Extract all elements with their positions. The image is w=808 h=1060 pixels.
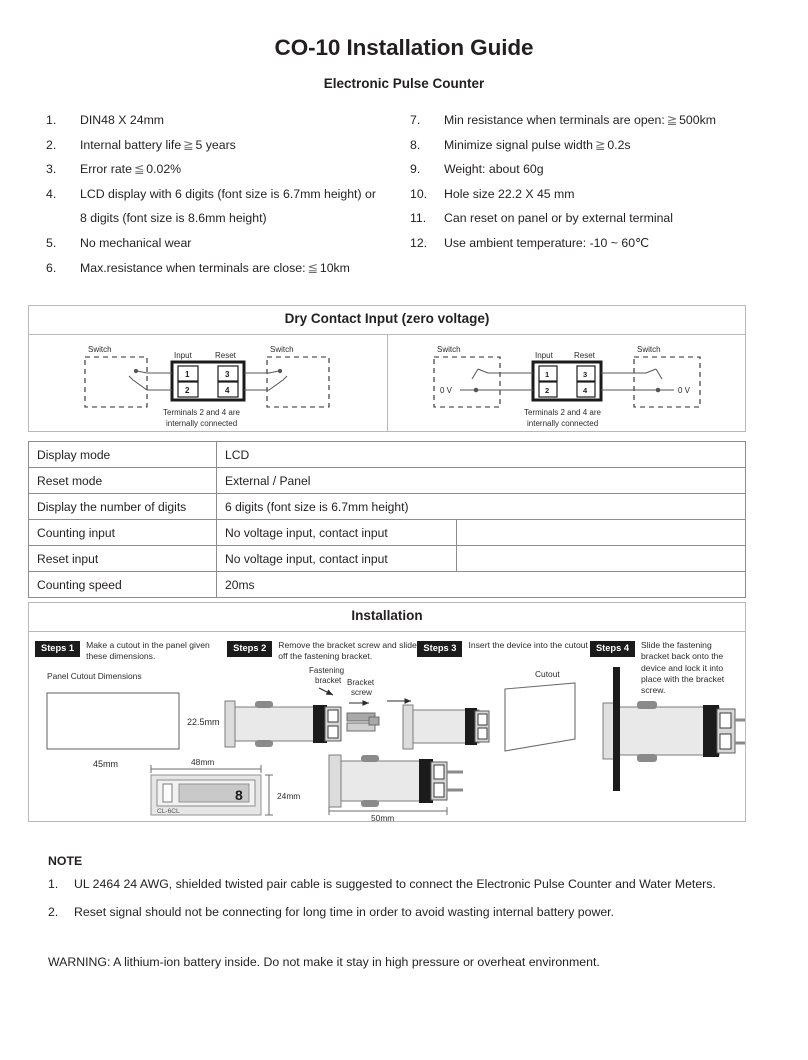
dry-contact-diagrams [29,335,745,431]
table-cell-value: No voltage input, contact input [217,520,457,546]
terminal-2-label: 2 [185,385,190,395]
spec-item [410,206,808,231]
specification-table [28,441,746,598]
terminal-4-label: 4 [583,385,588,395]
spec-item [46,108,404,133]
page-subtitle: Electronic Pulse Counter [323,75,485,91]
spec-text: DIN48 X 24mm [80,113,165,127]
note-title: NOTE [48,854,83,868]
bracket-screw-label-line2: screw [351,688,372,697]
note-section [48,855,778,969]
table-cell-label: Display the number of digits [29,494,217,520]
terminal-4-label: 4 [225,385,230,395]
terminal-3-label: 3 [583,369,588,379]
dimension-24mm-label: 24mm [277,791,301,801]
device-side-view-step2 [225,701,341,747]
table-row [29,546,746,572]
spec-value: 0.02% [146,162,182,177]
spec-text: Minimize signal pulse width [444,137,593,152]
cutout-shape [505,683,575,751]
spec-item [410,108,808,133]
dry-contact-input-panel [28,305,746,432]
note-number: 1. [48,876,59,891]
spec-item [410,182,808,207]
fastening-bracket-label-line1: Fastening [309,666,345,675]
cutout-label: Cutout [535,669,560,679]
comparison-symbol: ≦ [133,162,145,177]
spec-value: 10km [319,260,350,275]
device-model-label: CL-6CL [157,808,180,815]
switch-label-right: Switch [637,344,661,354]
specification-column-right [404,108,808,280]
dimension-45mm-label: 45mm [93,759,119,769]
table-row [29,468,746,494]
spec-number: 10. [410,186,428,201]
warning-text: WARNING: A lithium-ion battery inside. Do not make it stay in high pressure or overheat environment. [48,954,600,969]
device-side-view-50mm [329,755,463,807]
spec-number: 11. [410,211,427,226]
spec-number: 4. [46,186,57,201]
note-text: UL 2464 24 AWG, shielded twisted pair cable is suggested to connect the Electronic Pulse Counter and Water Meters. [74,876,716,891]
spec-number: 5. [46,235,57,250]
dry-contact-header: Dry Contact Input (zero voltage) [29,306,745,335]
step-text: Make a cutout in the panel given these dimensions. [86,639,210,662]
wiring-diagram-left-svg [29,335,387,431]
spec-text-continued: 8 digits (font size is 8.6mm height) [80,211,267,226]
switch-label-right: Switch [270,344,294,354]
wiring-diagram-left [29,335,388,431]
spec-value: 5 years [195,137,236,152]
table-cell-value: No voltage input, contact input [217,546,457,572]
input-label: Input [535,350,553,360]
spec-number: 2. [46,137,57,152]
note-text: Reset signal should not be connecting for long time in order to avoid wasting internal battery power. [74,904,615,919]
switch-label-left: Switch [88,344,112,354]
spec-text: Max.resistance when terminals are close: [80,260,306,275]
note-number: 2. [48,904,59,919]
terminal-note-line1: Terminals 2 and 4 are [524,407,601,417]
step-text: Insert the device into the cutout [468,639,588,650]
table-cell-label: Display mode [29,442,217,468]
table-cell-label: Reset input [29,546,217,572]
spec-text: Hole size 22.2 X 45 mm [444,186,575,201]
spec-number: 6. [46,260,57,275]
terminal-note-line1: Terminals 2 and 4 are [163,407,240,417]
spec-text: Use ambient temperature: -10 ~ 60℃ [444,235,649,250]
step-text: Slide the fastening bracket back onto the device and lock it into place with the bracket screw. [641,639,725,696]
table-cell-label: Counting input [29,520,217,546]
lcd-digit: 8 [235,787,243,803]
zero-volt-label-right: 0 V [678,385,691,395]
table-row [29,520,746,546]
spec-number: 3. [46,162,57,177]
spec-number: 1. [46,113,57,127]
spec-text: Error rate [80,162,132,177]
note-item [48,900,778,925]
page-title: CO-10 Installation Guide [274,35,534,60]
spec-number: 12. [410,235,428,250]
installation-panel [28,602,746,822]
terminal-note-line2: internally connected [166,418,238,428]
terminal-2-label: 2 [545,385,550,395]
table-cell-extra [457,520,746,546]
spec-number: 7. [410,113,421,127]
specification-list [0,108,808,280]
spec-item [46,182,404,231]
zero-volt-label-left: 0 V [440,385,453,395]
terminal-1-label: 1 [545,369,550,379]
step-text: Remove the bracket screw and slide off the fastening bracket. [278,639,417,662]
reset-label: Reset [574,350,595,360]
step-badge: Steps 4 [590,641,635,657]
specification-column-left [0,108,404,280]
device-side-view-step3 [403,705,489,749]
wiring-diagram-right-svg [388,335,746,431]
table-cell-value: 6 digits (font size is 6.7mm height) [217,494,746,520]
table-cell-value: LCD [217,442,746,468]
table-row [29,442,746,468]
bracket-screw-icon [347,713,379,731]
input-label: Input [174,350,192,360]
table-row [29,494,746,520]
spec-item [46,231,404,256]
step-badge: Steps 3 [417,641,462,657]
spec-text: LCD display with 6 digits (font size is 6.7mm height) or [80,186,376,201]
terminal-3-label: 3 [225,369,230,379]
step-badge: Steps 1 [35,641,80,657]
table-cell-value: 20ms [217,572,746,598]
spec-number: 9. [410,162,421,177]
fastening-bracket-arrow-icon [319,688,333,695]
fastening-bracket-label-line2: bracket [315,676,342,685]
comparison-symbol: ≧ [595,137,606,152]
switch-label-left: Switch [437,344,461,354]
dimension-22-5mm-label: 22.5mm [187,717,220,727]
device-mounted-view-step4 [603,667,745,791]
table-cell-value: External / Panel [217,468,746,494]
spec-item [46,157,404,182]
terminal-note-line2: internally connected [527,418,599,428]
table-row [29,572,746,598]
wiring-diagram-right [388,335,746,431]
panel-wall [613,667,620,791]
table-cell-extra [457,546,746,572]
bracket-screw-label-line1: Bracket [347,678,375,687]
spec-item [410,231,808,256]
spec-item [46,256,404,281]
dimension-48mm-label: 48mm [191,757,215,767]
comparison-symbol: ≧ [666,113,678,127]
dimension-50mm-label: 50mm [371,813,395,821]
reset-label: Reset [215,350,236,360]
note-item [48,872,778,897]
installation-header: Installation [29,603,745,632]
terminal-1-label: 1 [185,369,190,379]
table-cell-label: Reset mode [29,468,217,494]
comparison-symbol: ≧ [183,137,194,152]
panel-cutout-dimensions-label: Panel Cutout Dimensions [47,671,142,681]
spec-text: Min resistance when terminals are open: [444,113,665,127]
spec-text: Weight: about 60g [444,162,544,177]
comparison-symbol: ≦ [307,260,318,275]
spec-value: 500km [679,113,717,127]
spec-number: 8. [410,137,421,152]
spec-text: Can reset on panel or by external terminal [444,211,673,226]
spec-text: Internal battery life [80,137,182,152]
installation-artwork [29,655,745,821]
table-cell-label: Counting speed [29,572,217,598]
spec-text: No mechanical wear [80,235,192,250]
spec-item [410,133,808,158]
step-badge: Steps 2 [227,641,272,657]
spec-item [410,157,808,182]
spec-item [46,133,404,158]
spec-value: 0.2s [607,137,631,152]
